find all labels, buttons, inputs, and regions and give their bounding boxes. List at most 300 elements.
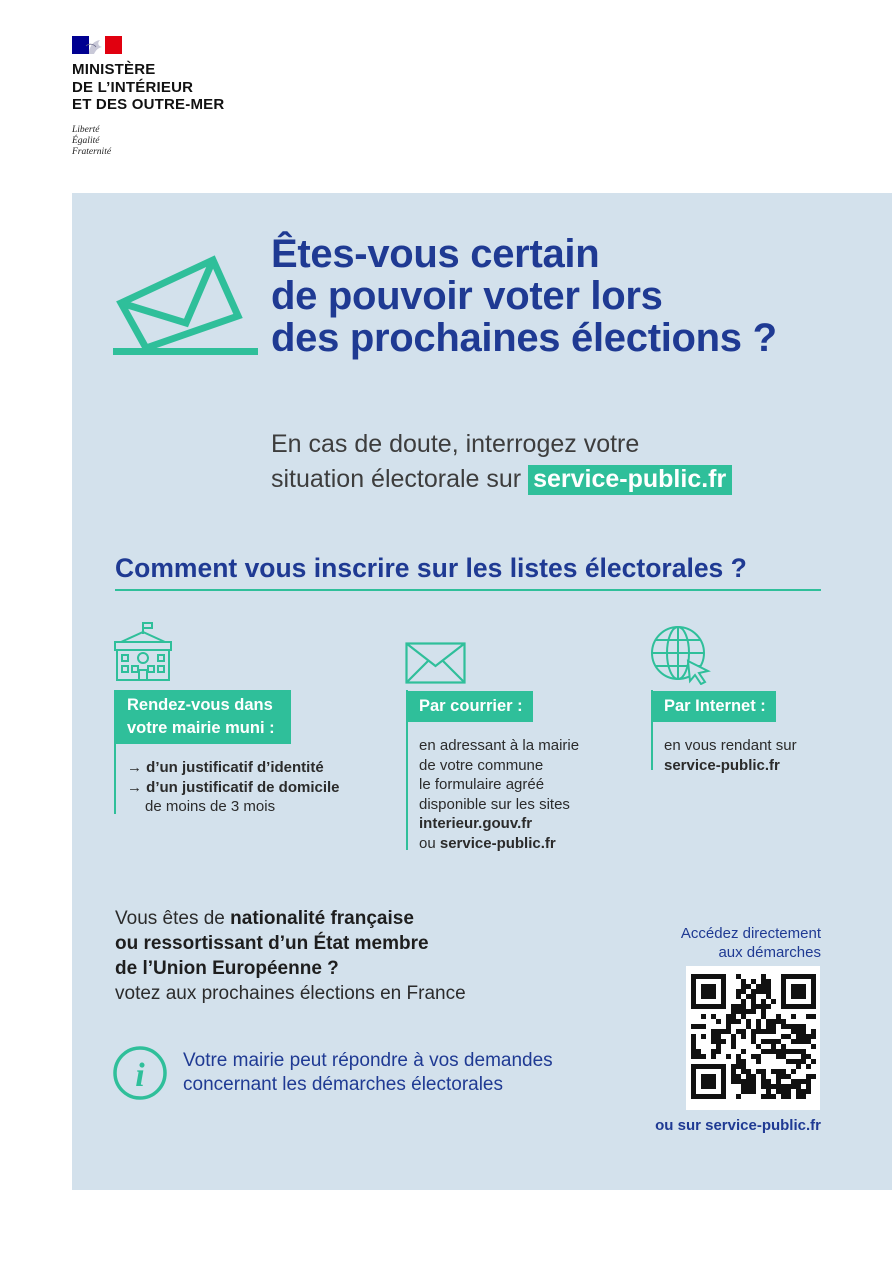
qr-module [701,984,706,989]
intro-prefix: situation électorale sur [271,465,522,493]
qr-module [811,994,816,999]
text-line: Votre mairie peut répondre à vos demandes [183,1050,553,1071]
qr-module [806,1089,811,1094]
qr-code-graphic [686,966,820,1110]
qr-module [776,1049,781,1054]
qr-module [736,974,741,979]
qr-module [721,1089,726,1094]
qr-module [716,974,721,979]
qr-module [791,1004,796,1009]
qr-module [801,994,806,999]
qr-module [791,1069,796,1074]
intro-line [271,462,831,497]
qr-module [791,1024,796,1029]
info-icon [113,1046,167,1100]
qr-module [716,1049,721,1054]
text-line: de votre commune [419,756,544,774]
qr-module [781,1044,786,1049]
qr-module [761,1004,766,1009]
qr-module [791,1049,796,1054]
mairie-details [127,758,340,817]
tag-line: votre mairie muni : [127,719,275,737]
qr-module [786,1084,791,1089]
qr-module [811,1004,816,1009]
qr-module [746,994,751,999]
qr-module [781,989,786,994]
qr-module [696,1004,701,1009]
qr-module [746,1069,751,1074]
qr-module [691,989,696,994]
qr-module [781,994,786,999]
town-hall-icon [113,620,173,682]
qr-module [741,1084,746,1089]
qr-module [786,1074,791,1079]
qr-module [706,1094,711,1099]
qr-module [741,1059,746,1064]
qr-module [786,1024,791,1029]
qr-module [691,1074,696,1079]
qr-module [721,1039,726,1044]
qr-module [751,1054,756,1059]
qr-module [766,979,771,984]
qr-module [771,1049,776,1054]
qr-module [691,1004,696,1009]
qr-module [701,989,706,994]
text-line: disponible sur les sites [419,795,570,813]
qr-module [726,1024,731,1029]
qr-module [746,1089,751,1094]
qr-module [696,974,701,979]
qr-module [761,1049,766,1054]
qr-module [721,1084,726,1089]
text-line: aux démarches [718,944,821,961]
qr-module [801,1049,806,1054]
qr-module [761,1069,766,1074]
qr-module [736,1009,741,1014]
qr-module [736,994,741,999]
qr-module [721,1094,726,1099]
qr-module [806,1014,811,1019]
qr-module [736,1004,741,1009]
qr-module [796,1029,801,1034]
qr-module [691,1034,696,1039]
qr-module [751,1029,756,1034]
qr-module [751,1034,756,1039]
courrier-tag: Par courrier : [407,691,533,722]
qr-module [761,979,766,984]
qr-module [781,1049,786,1054]
qr-module [691,1084,696,1089]
qr-module [696,1024,701,1029]
qr-module [691,1094,696,1099]
qr-module [766,1004,771,1009]
qr-module [811,1029,816,1034]
qr-module [761,1074,766,1079]
text-line: Accédez directement [680,925,821,942]
qr-module [766,994,771,999]
qr-module [691,979,696,984]
qr-module [776,1014,781,1019]
qr-module [736,1074,741,1079]
qr-module [781,1019,786,1024]
qr-module [706,989,711,994]
qr-module [791,989,796,994]
qr-module [711,1049,716,1054]
qr-module [751,1039,756,1044]
envelope-ballot-icon [113,248,258,358]
qr-module [811,974,816,979]
qr-module [741,1079,746,1084]
qr-module [771,1024,776,1029]
qr-module [776,1054,781,1059]
qr-module [721,974,726,979]
qr-module [811,999,816,1004]
qr-module [766,989,771,994]
list-note: de moins de 3 mois [145,798,276,815]
qr-module [701,1074,706,1079]
qr-module [771,1069,776,1074]
qr-module [806,1079,811,1084]
qr-module [691,994,696,999]
section-heading: Comment vous inscrire sur les listes électorales ? [115,551,821,591]
qr-module [811,1059,816,1064]
qr-module [796,1039,801,1044]
qr-module [796,1084,801,1089]
qr-module [786,1004,791,1009]
qr-module [706,994,711,999]
qr-module [701,1079,706,1084]
qr-module [801,1024,806,1029]
qr-module [771,1044,776,1049]
qr-module [731,1079,736,1084]
qr-module [716,1094,721,1099]
qr-module [736,1064,741,1069]
qr-module [766,1079,771,1084]
list-item: → d’un justificatif d’identité [127,759,324,776]
qr-module [806,1039,811,1044]
qr-module [721,994,726,999]
qr-module [766,1094,771,1099]
qr-module [801,1089,806,1094]
qr-module [741,1069,746,1074]
qr-module [741,979,746,984]
qr-module [781,1034,786,1039]
motto-line: Égalité [72,136,100,146]
qr-module [716,1044,721,1049]
qr-module [756,984,761,989]
qr-module [796,1004,801,1009]
qr-module [756,1054,761,1059]
qr-module [741,984,746,989]
qr-module [771,1019,776,1024]
qr-module [721,989,726,994]
qr-module [766,1029,771,1034]
qr-module [796,1049,801,1054]
qr-module [806,1004,811,1009]
qr-module [751,1004,756,1009]
qr-module [711,989,716,994]
qr-module [776,1069,781,1074]
qr-module [791,984,796,989]
qr-module [756,1024,761,1029]
qr-module [801,974,806,979]
qr-module [796,1059,801,1064]
qr-module [786,1094,791,1099]
qr-module [751,1074,756,1079]
text-line: ou ressortissant d’un État membre [115,933,429,954]
qr-module [696,1064,701,1069]
qr-module [761,999,766,1004]
qr-module [721,1079,726,1084]
qr-module [721,1064,726,1069]
qr-module [776,1079,781,1084]
qr-module [796,1079,801,1084]
qr-module [771,1039,776,1044]
qr-module [811,1074,816,1079]
qr-module [741,1004,746,1009]
qr-module [746,1009,751,1014]
qr-footer[interactable]: ou sur service-public.fr [655,1117,821,1134]
qr-module [691,1089,696,1094]
qr-module [811,984,816,989]
qr-module [761,1014,766,1019]
tag-line: Rendez-vous dans [127,696,273,714]
text-line: votez aux prochaines élections en France [115,983,466,1004]
qr-module [751,1089,756,1094]
qr-module [741,1029,746,1034]
qr-module [791,974,796,979]
republic-motto [72,125,111,158]
qr-module [756,1059,761,1064]
qr-module [701,974,706,979]
qr-module [746,1024,751,1029]
qr-module [771,1084,776,1089]
qr-module [781,1074,786,1079]
service-public-link[interactable]: service-public.fr [439,834,556,852]
qr-module [741,1034,746,1039]
qr-module [736,1029,741,1034]
qr-module [741,1009,746,1014]
qr-module [711,1034,716,1039]
qr-module [701,1054,706,1059]
qr-module [736,989,741,994]
qr-module [811,979,816,984]
qr-module [731,1069,736,1074]
qr-module [786,974,791,979]
qr-module [726,1019,731,1024]
qr-module [751,1009,756,1014]
mairie-tag [115,690,291,744]
qr-module [801,1079,806,1084]
qr-module [761,1039,766,1044]
nationality-text [115,906,466,1006]
qr-module [711,994,716,999]
qr-module [756,1029,761,1034]
qr-module [731,1009,736,1014]
qr-module [776,1039,781,1044]
qr-module [791,1079,796,1084]
qr-module [806,1074,811,1079]
qr-module [771,999,776,1004]
list-item: → d’un justificatif de domicile [127,778,340,796]
qr-module [716,1034,721,1039]
qr-module [721,1069,726,1074]
qr-module [741,999,746,1004]
qr-module [786,1089,791,1094]
qr-module [701,1094,706,1099]
qr-module [781,999,786,1004]
qr-module [706,1064,711,1069]
qr-module [796,984,801,989]
qr-module [761,1094,766,1099]
qr-module [781,984,786,989]
qr-module [781,974,786,979]
qr-module [811,1014,816,1019]
text-line [419,814,579,834]
qr-module [746,984,751,989]
qr-module [701,1014,706,1019]
qr-module [801,984,806,989]
qr-module [721,999,726,1004]
interieur-link[interactable]: interieur.gouv.fr [419,815,533,832]
qr-module [716,1029,721,1034]
qr-module [691,1064,696,1069]
qr-module [716,1019,721,1024]
qr-module [781,1004,786,1009]
qr-module [711,974,716,979]
qr-module [711,1029,716,1034]
ministry-line: ET DES OUTRE-MER [72,96,225,113]
qr-module [801,1094,806,1099]
qr-module [696,1094,701,1099]
qr-module [791,1084,796,1089]
qr-module [721,1004,726,1009]
qr-module [751,994,756,999]
qr-module [701,1024,706,1029]
qr-module [701,1004,706,1009]
text-line: ou service-public.fr [419,834,556,852]
qr-module [716,1004,721,1009]
qr-module [756,1069,761,1074]
qr-module [701,1084,706,1089]
qr-module [776,1019,781,1024]
qr-module [786,1059,791,1064]
qr-module [791,1039,796,1044]
qr-module [701,1034,706,1039]
qr-module [731,1004,736,1009]
qr-module [781,1069,786,1074]
qr-module [711,1039,716,1044]
qr-module [801,1004,806,1009]
text-line: concernant les démarches électorales [183,1074,504,1095]
internet-tag: Par Internet : [652,691,776,722]
qr-module [706,974,711,979]
qr-module [726,1029,731,1034]
qr-module [801,1059,806,1064]
qr-module [786,1049,791,1054]
qr-module [711,1084,716,1089]
service-public-link[interactable]: service-public.fr [664,756,780,774]
qr-module [736,1054,741,1059]
qr-module [701,994,706,999]
qr-module [691,1039,696,1044]
qr-module [731,1039,736,1044]
qr-module [811,1034,816,1039]
mail-envelope-icon [405,642,466,684]
text-line: de l’Union Européenne ? [115,958,339,979]
qr-module [766,1084,771,1089]
qr-module [736,1019,741,1024]
qr-module [796,1064,801,1069]
qr-caption [600,924,821,962]
qr-module [756,989,761,994]
qr-module [776,1074,781,1079]
qr-module [706,984,711,989]
headline [271,233,871,359]
qr-module [791,1029,796,1034]
qr-module [796,974,801,979]
qr-module [776,1084,781,1089]
qr-module [706,1079,711,1084]
qr-module [746,1084,751,1089]
qr-module [796,1094,801,1099]
qr-module [796,1024,801,1029]
qr-module [721,984,726,989]
intro-text [271,427,831,497]
internet-details [664,736,797,775]
qr-module [766,1089,771,1094]
qr-module [751,1079,756,1084]
intro-line: En cas de doute, interrogez votre [271,430,640,458]
qr-code-icon[interactable] [686,966,820,1110]
qr-module [751,989,756,994]
qr-module [741,1014,746,1019]
qr-module [711,1074,716,1079]
qr-module [741,989,746,994]
qr-module [731,1014,736,1019]
headline-line: Êtes-vous certain [271,232,600,276]
qr-module [716,1039,721,1044]
qr-module [691,974,696,979]
qr-module [761,1029,766,1034]
qr-module [751,999,756,1004]
qr-module [781,979,786,984]
qr-module [711,1014,716,1019]
qr-module [711,1094,716,1099]
qr-module [731,1034,736,1039]
qr-module [761,974,766,979]
qr-module [761,1009,766,1014]
svg-text:i: i [135,1057,145,1094]
globe-cursor-icon [650,625,712,685]
qr-module [791,1059,796,1064]
qr-module [766,1039,771,1044]
qr-module [706,1084,711,1089]
ministry-line: MINISTÈRE [72,61,156,78]
qr-module [736,1094,741,1099]
qr-module [786,1034,791,1039]
qr-module [806,1064,811,1069]
qr-module [801,1039,806,1044]
qr-module [711,1064,716,1069]
qr-module [806,974,811,979]
qr-module [731,1064,736,1069]
qr-module [736,1079,741,1084]
qr-module [781,1054,786,1059]
service-public-link[interactable]: service-public.fr [528,465,732,495]
qr-module [691,984,696,989]
qr-module [741,1049,746,1054]
